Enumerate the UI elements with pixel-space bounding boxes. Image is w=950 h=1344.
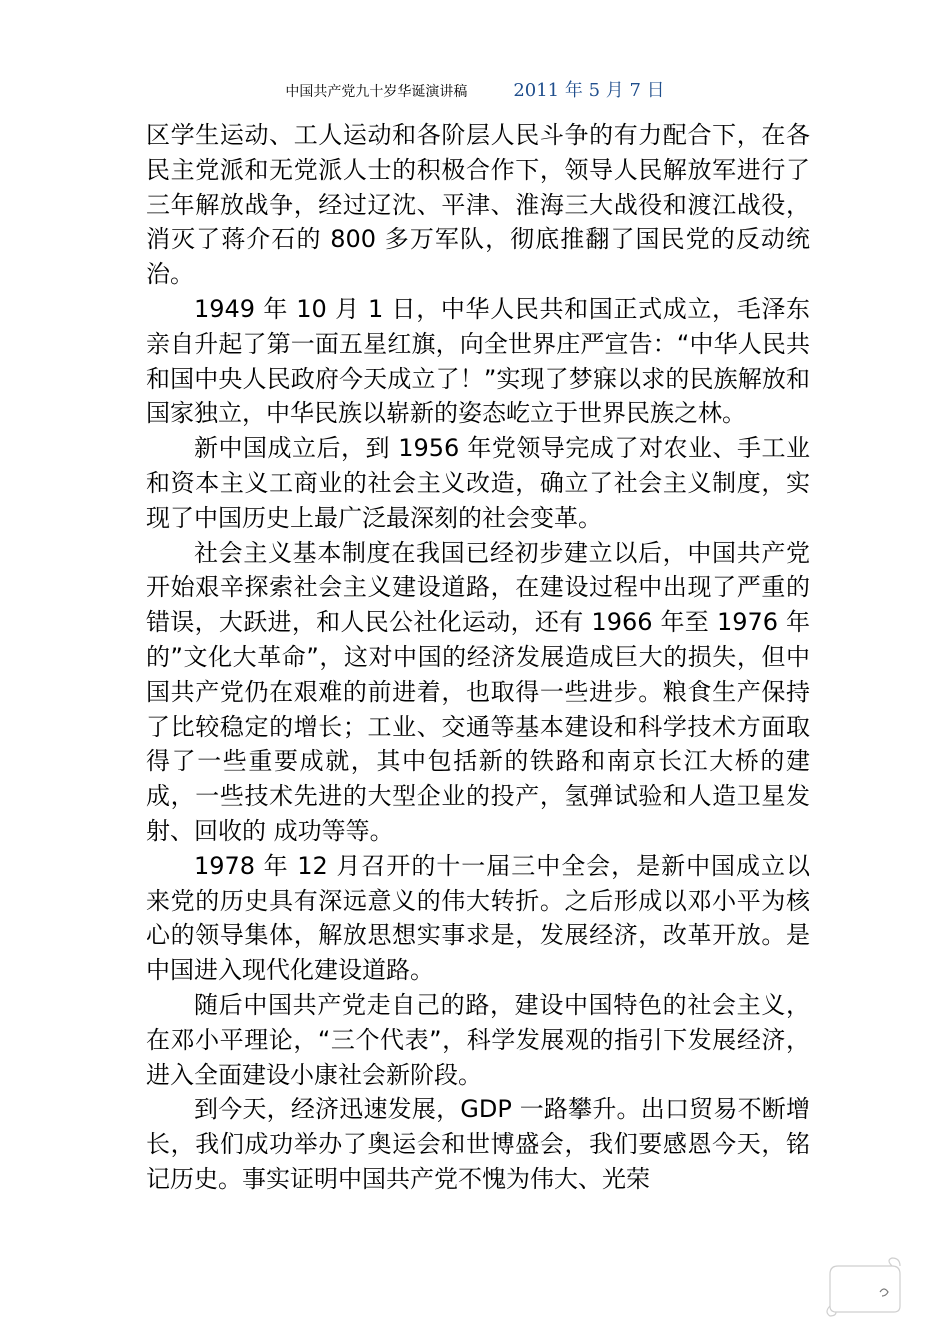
paragraph: 新中国成立后，到 1956 年党领导完成了对农业、手工业和资本主义工商业的社会主义改造，确立了社会主义制度，实现了中国历史上最广泛最深刻的社会变革。 <box>146 434 810 532</box>
header-date: 2011 年 5 月 7 日 <box>513 80 665 101</box>
paragraph: 区学生运动、工人运动和各阶层人民斗争的有力配合下，在各民主党派和无党派人士的积极合作下，领导人民解放军进行了三年解放战争，经过辽沈、平津、淮海三大战役和渡江战役，消灭了蒋介石的 800 多万军队，彻底推翻了国民党的反动统治。 <box>146 121 810 289</box>
paragraph: 随后中国共产党走自己的路，建设中国特色的社会主义，在邓小平理论，“三个代表”，科学发展观的指引下发展经济，进入全面建设小康社会新阶段。 <box>146 990 810 1089</box>
paragraph: 社会主义基本制度在我国已经初步建立以后，中国共产党开始艰辛探索社会主义建设道路，在建设过程中出现了严重的错误，大跃进，和人民公社化运动，还有 1966 年至 1976 年的”文化大革命”，这对中国的经济发展造成巨大的损失，但中国共产党仍在艰难的前进着，也取得一些进步。粮食生产保持了比较稳定的增长；工业、交通等基本建设和科学技术方面取得了一些重要成就，其中包括新的铁路和南京长江大桥的建成，一些技术先进的大型企业的投产，氢弹试验和人造卫星发射、回收的 成功等等。 <box>146 538 810 845</box>
header-title: 中国共产党九十岁华诞演讲稿 <box>285 84 468 100</box>
paragraph: 到今天，经济迅速发展，GDP 一路攀升。出口贸易不断增长，我们成功举办了奥运会和世博盛会，我们要感恩今天，铭记历史。事实证明中国共产党不愧为伟大、光荣 <box>146 1095 810 1193</box>
document-body <box>146 118 810 1197</box>
paragraph: 1949 年 10 月 1 日，中华人民共和国正式成立，毛泽东亲自升起了第一面五星红旗，向全世界庄严宣告：“中华人民共和国中央人民政府今天成立了！”实现了梦寐以求的民族解放和国家独立，中华民族以崭新的姿态屹立于世界民族之林。 <box>146 294 810 428</box>
scroll-icon <box>820 1256 906 1318</box>
page-header <box>0 76 950 102</box>
paragraph: 1978 年 12 月召开的十一届三中全会，是新中国成立以来党的历史具有深远意义的伟大转折。之后形成以邓小平为核心的领导集体，解放思想实事求是，发展经济，改革开放。是中国进入现代化建设道路。 <box>146 851 810 985</box>
